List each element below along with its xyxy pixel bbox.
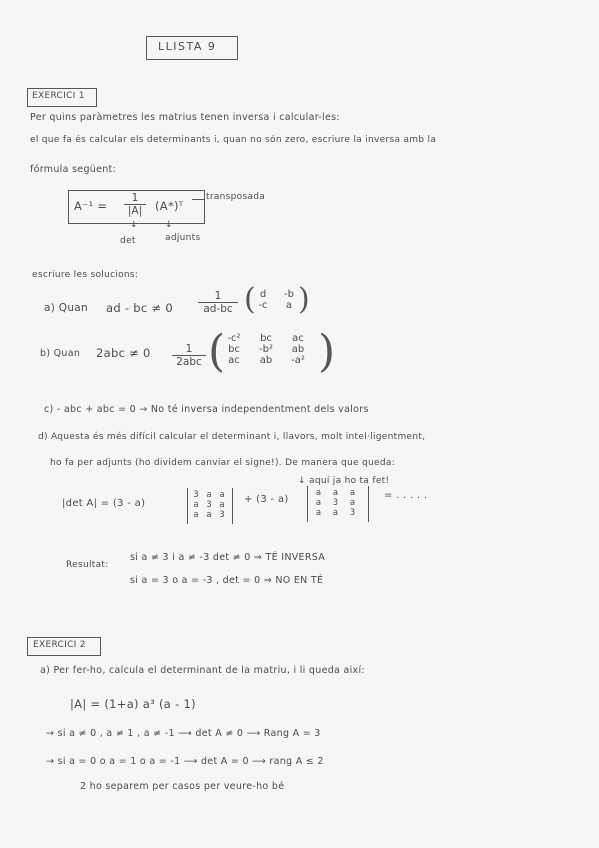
b-label: b) Quan [40,348,81,359]
formula-lhs: A⁻¹ = [74,199,108,213]
b-matrix-lparen: ( [208,326,226,377]
formula-rhs: (A*)ᵀ [155,199,184,213]
d-m2-cell: a [315,498,322,508]
d-m1-cell: a [219,490,225,500]
b-matrix [222,333,310,366]
b-matrix-cell: bc [228,344,240,355]
b-matrix-cell: -a² [291,355,305,366]
d-m2-lbar [307,486,308,522]
a-matrix [254,289,298,311]
b-fraction [172,343,206,368]
c-line: c) - abc + abc = 0 → No té inversa independentment dels valors [44,404,369,415]
d-m2-rbar [368,486,369,522]
a-condition: ad - bc ≠ 0 [106,301,173,315]
d-m1-cell: a [193,510,199,520]
ex1-header: EXERCICI 1 [32,91,85,101]
d-m2-cell: a [332,488,339,498]
ex1-line2: el que fa és calcular els determinants i, quan no són zero, escriure la inversa amb la [30,135,437,145]
d-m1-cell: a [219,500,225,510]
label-det: det [120,236,136,246]
b-matrix-rparen: ) [318,326,336,377]
adjunts-arrow: ↓ [165,220,173,230]
d-m1-cell: a [193,500,199,510]
ex2-case2: → si a = 0 o a = 1 o a = -1 ⟶ det A = 0 ⟶ rang A ≤ 2 [46,756,324,767]
d-matrix-1 [192,490,226,520]
d-mid: + (3 - a) [244,494,289,505]
det-arrow: ↓ [130,220,138,230]
a-matrix-cell: -c [258,300,268,311]
b-num: 1 [172,343,206,356]
d-m2-cell: a [315,508,322,518]
d-m1-cell: a [206,510,212,520]
b-matrix-cell: -c² [227,333,241,344]
a-matrix-lparen: ( [244,282,256,317]
d-line1: d) Aquesta és més difícil calcular el determinant i, llavors, molt intel·ligentment, [38,432,426,442]
b-matrix-cell: bc [260,333,272,344]
d-lhs: |det A| = (3 - a) [62,498,146,509]
formula-den: |A| [127,205,143,217]
a-num: 1 [198,290,238,303]
d-m2-cell: a [315,488,322,498]
a-matrix-rparen: ) [298,282,310,317]
d-note: ↓ aquí ja ho ta fet! [298,476,390,486]
b-den: 2abc [176,356,202,368]
d-m2-cell: a [349,498,356,508]
d-m2-cell: a [332,508,339,518]
ex2-line1: a) Per fer-ho, calcula el determinant de la matriu, i li queda així: [40,665,365,676]
d-m1-lbar [187,488,188,524]
ex1-line1: Per quins paràmetres les matrius tenen inversa i calcular-les: [30,112,340,123]
a-matrix-cell: -b [284,289,294,300]
d-m1-cell: 3 [206,500,212,510]
formula-num: 1 [124,192,146,205]
d-line2: ho fa per adjunts (ho dividem canviar el signe!). De manera que queda: [50,458,396,468]
solutions-intro: escriure les solucions: [32,270,139,280]
result-label: Resultat: [66,560,109,570]
a-fraction [198,290,238,315]
ex2-case1: → si a ≠ 0 , a ≠ 1 , a ≠ -1 ⟶ det A ≠ 0 ⟶ Rang A = 3 [46,728,321,739]
b-matrix-cell: -b² [259,344,273,355]
a-matrix-cell: d [259,289,267,300]
d-m1-cell: 3 [193,490,199,500]
d-m1-cell: a [206,490,212,500]
d-tail: = . . . . . [384,490,428,501]
formula-fraction [124,192,146,217]
ex2-header: EXERCICI 2 [33,640,86,650]
a-matrix-cell: a [285,300,293,311]
d-matrix-2 [314,488,357,518]
result-1: si a ≠ 3 i a ≠ -3 det ≠ 0 ⇒ TÉ INVERSA [130,552,326,563]
b-matrix-cell: ab [291,344,305,355]
b-matrix-cell: ab [259,355,273,366]
label-transposada: transposada [206,192,266,202]
a-den: ad-bc [203,303,233,315]
ex2-case3: 2 ho separem per casos per veure-ho bé [80,781,285,792]
d-m1-rbar [232,488,233,524]
ex1-line3: fórmula següent: [30,164,117,175]
b-matrix-cell: ac [292,333,304,344]
ex2-det: |A| = (1+a) a³ (a - 1) [70,697,196,711]
b-matrix-cell: ac [228,355,240,366]
d-m1-cell: 3 [219,510,225,520]
d-m2-cell: 3 [332,498,339,508]
d-m2-cell: 3 [349,508,356,518]
b-condition: 2abc ≠ 0 [96,346,151,360]
page-title: LLISTA 9 [158,40,217,53]
result-2: si a = 3 o a = -3 , det = 0 ⇒ NO EN TÉ [130,575,324,586]
label-adjunts: adjunts [165,233,201,243]
a-label: a) Quan [44,302,88,314]
d-m2-cell: a [349,488,356,498]
transposada-arrow [192,199,204,200]
